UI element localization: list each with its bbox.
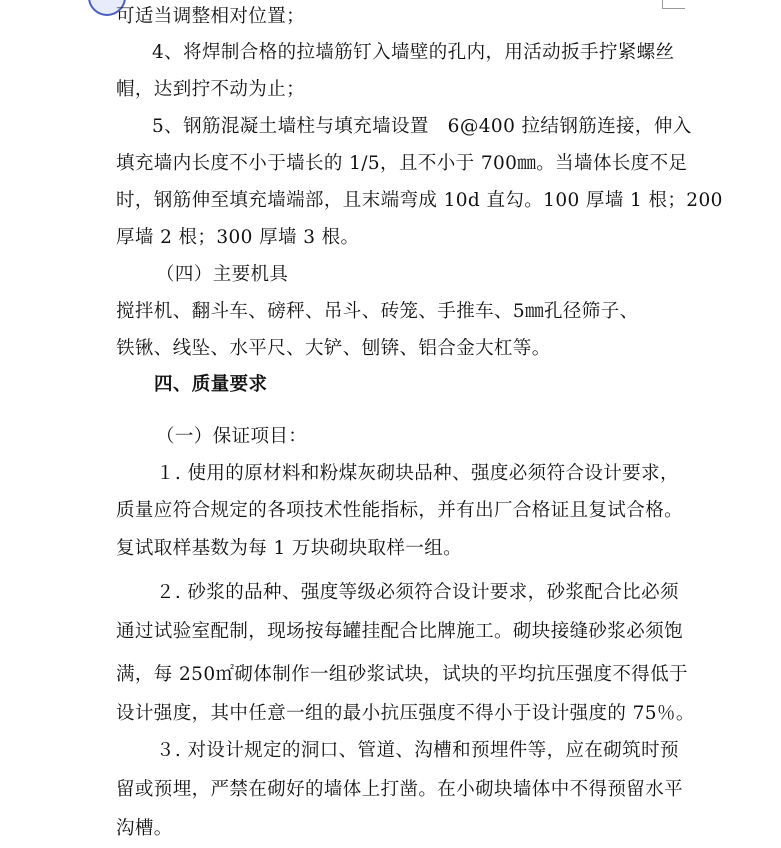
text-line: 铁锹、线坠、水平尺、大铲、刨锛、铝合金大杠等。 [116, 338, 551, 359]
text-line: 帽，达到拧不动为止； [116, 79, 306, 100]
text-line: 设计强度，其中任意一组的最小抗压强度不得小于设计强度的 75％。 [116, 703, 695, 724]
text-line: 厚墙 2 根；300 厚墙 3 根。 [116, 227, 360, 248]
subheading-tools: （四）主要机具 [156, 264, 289, 285]
text-line: ３. 对设计规定的洞口、管道、沟槽和预埋件等，应在砌筑时预 [156, 740, 679, 761]
text-line: 复试取样基数为每 1 万块砌块取样一组。 [116, 538, 463, 559]
text-line: 沟槽。 [116, 818, 173, 839]
text-line: ２. 砂浆的品种、强度等级必须符合设计要求，砂浆配合比必须 [156, 582, 679, 603]
text-line: １. 使用的原材料和粉煤灰砌块品种、强度必须符合设计要求， [156, 463, 679, 484]
text-line: 4、将焊制合格的拉墙筋钉入墙壁的孔内，用活动扳手拧紧螺丝 [152, 42, 675, 63]
page-corner-mark [662, 0, 685, 9]
subheading-guarantee: （一）保证项目： [156, 426, 308, 447]
text-line: 搅拌机、翻斗车、磅秤、吊斗、砖笼、手推车、5㎜孔径筛子、 [116, 301, 639, 322]
text-line: 填充墙内长度不小于墙长的 1/5，且不小于 700㎜。当墙体长度不足 [116, 153, 688, 174]
text-line: 留或预埋，严禁在砌好的墙体上打凿。在小砌块墙体中不得预留水平 [116, 779, 684, 800]
section-heading-quality: 四、质量要求 [154, 374, 268, 395]
text-line: 质量应符合规定的各项技术性能指标，并有出厂合格证且复试合格。 [116, 500, 684, 521]
text-line: 满，每 250㎡砌体制作一组砂浆试块，试块的平均抗压强度不得低于 [116, 664, 688, 685]
text-line: 时，钢筋伸至填充墙端部，且末端弯成 10d 直勾。100 厚墙 1 根；200 [116, 190, 723, 211]
text-line: 5、钢筋混凝土墙柱与填充墙设置 6@400 拉结钢筋连接，伸入 [152, 116, 692, 137]
text-line: 可适当调整相对位置； [116, 6, 306, 27]
text-line: 通过试验室配制，现场按每罐挂配合比牌施工。砌块接缝砂浆必须饱 [116, 621, 684, 642]
